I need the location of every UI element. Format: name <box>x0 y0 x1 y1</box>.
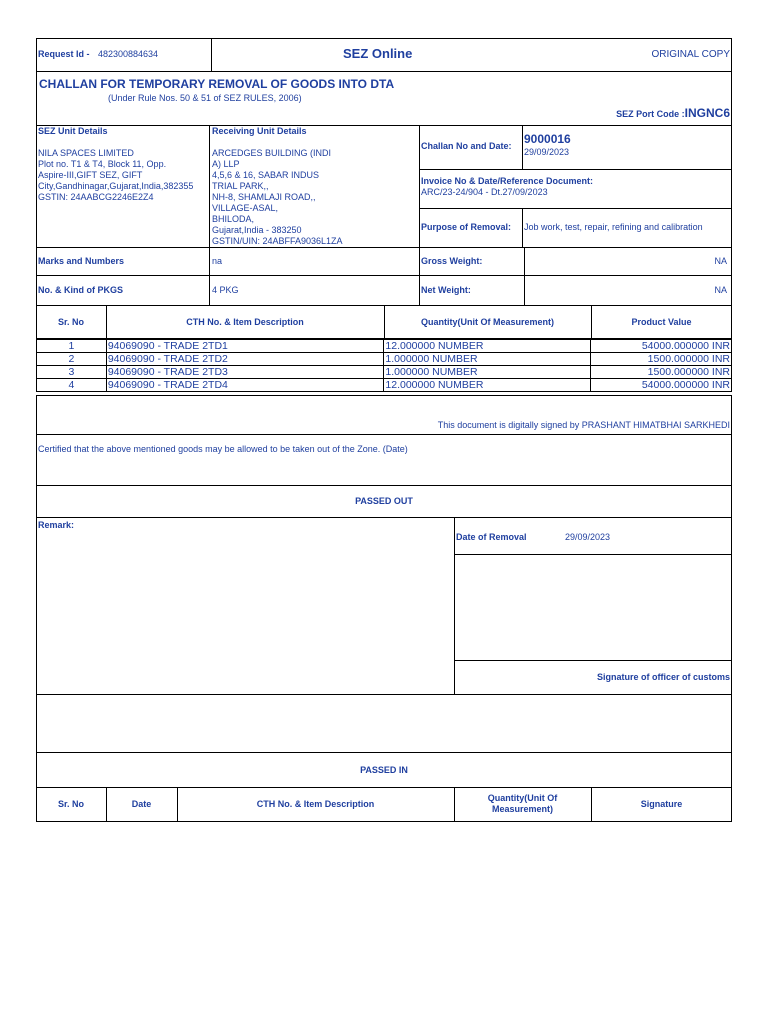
table-row <box>37 379 732 392</box>
table-row <box>37 366 732 379</box>
customs-signature-label: Signature of officer of customs <box>596 672 730 682</box>
copy-type: ORIGINAL COPY <box>651 49 730 60</box>
pkgs-label: No. & Kind of PKGS <box>38 285 123 295</box>
port-code <box>560 108 730 120</box>
sez-unit-label: SEZ Unit Details <box>38 126 108 136</box>
challan-no-label: Challan No and Date: <box>421 141 512 151</box>
challan-date: 29/09/2023 <box>524 147 570 157</box>
item-quantity: 12.000000 NUMBER <box>384 340 591 353</box>
invoice-value: ARC/23-24/904 - Dt.27/09/2023 <box>421 187 548 197</box>
blank-box <box>36 694 732 753</box>
gross-weight-value: NA <box>714 256 727 266</box>
passed-in-header-sr: Sr. No <box>57 799 84 809</box>
item-quantity: 1.000000 NUMBER <box>384 366 591 379</box>
item-quantity: 12.000000 NUMBER <box>384 379 591 392</box>
request-id: 482300884634 <box>98 49 159 59</box>
passed-in-header-signature: Signature <box>640 799 683 809</box>
item-description: 94069090 - TRADE 2TD4 <box>106 379 384 392</box>
item-sr: 2 <box>37 353 107 366</box>
pkgs-value: 4 PKG <box>212 285 239 295</box>
item-sr: 4 <box>37 379 107 392</box>
purpose-label: Purpose of Removal: <box>421 222 512 232</box>
item-value: 54000.000000 INR <box>591 379 732 392</box>
passed-out-title: PASSED OUT <box>355 496 413 506</box>
item-quantity: 1.000000 NUMBER <box>384 353 591 366</box>
marks-value: na <box>212 256 223 266</box>
certification-box <box>36 434 732 486</box>
passed-out-body <box>36 517 732 695</box>
items-header-cth: CTH No. & Item Description <box>186 317 304 327</box>
request-id-label: Request Id - <box>38 49 90 59</box>
system-title: SEZ Online <box>343 46 413 61</box>
certification-text: Certified that the above mentioned goods may be allowed to be taken out of the Zone. (Date) <box>38 444 408 454</box>
sez-unit-details: NILA SPACES LIMITED Plot no. T1 & T4, Block 11, Opp. Aspire-III,GIFT SEZ, GIFT City,Gandhinagar,Gujarat,India,382355 GSTIN: 24AABCG2246E2Z4 <box>38 148 194 202</box>
passed-in-header-qty: Quantity(Unit Of Measurement) <box>487 793 558 814</box>
net-weight-value: NA <box>714 285 727 295</box>
item-description: 94069090 - TRADE 2TD2 <box>106 353 384 366</box>
passed-in-title: PASSED IN <box>360 765 408 775</box>
invoice-label: Invoice No & Date/Reference Document: <box>421 176 594 186</box>
challan-subtitle: (Under Rule Nos. 50 & 51 of SEZ RULES, 2006) <box>108 93 302 103</box>
remark-label: Remark: <box>38 520 75 530</box>
item-sr: 1 <box>37 340 107 353</box>
digital-signature-note: This document is digitally signed by PRASHANT HIMATBHAI SARKHEDI <box>437 420 730 430</box>
items-header-qty: Quantity(Unit Of Measurement) <box>420 317 554 327</box>
date-of-removal: 29/09/2023 <box>565 532 611 542</box>
passed-in-header-cth: CTH No. & Item Description <box>256 799 375 809</box>
items-header-value: Product Value <box>631 317 692 327</box>
item-description: 94069090 - TRADE 2TD1 <box>106 340 384 353</box>
item-description: 94069090 - TRADE 2TD3 <box>106 366 384 379</box>
marks-label: Marks and Numbers <box>38 256 125 266</box>
item-value: 54000.000000 INR <box>591 340 732 353</box>
challan-title: CHALLAN FOR TEMPORARY REMOVAL OF GOODS INTO DTA <box>39 77 395 91</box>
purpose-value: Job work, test, repair, refining and calibration <box>524 222 703 232</box>
net-weight-label: Net Weight: <box>421 285 471 295</box>
port-code-label: SEZ Port Code : <box>616 109 685 119</box>
table-row <box>37 353 732 366</box>
gross-weight-label: Gross Weight: <box>421 256 483 266</box>
passed-in-header-date: Date <box>131 799 152 809</box>
item-sr: 3 <box>37 366 107 379</box>
item-value: 1500.000000 INR <box>591 353 732 366</box>
receiving-unit-label: Receiving Unit Details <box>212 126 307 136</box>
receiving-unit-details: ARCEDGES BUILDING (INDI A) LLP 4,5,6 & 16, SABAR INDUS TRIAL PARK,, NH-8, SHAMLAJI ROAD,, VILLAGE-ASAL, BHILODA, Gujarat,India - 383250 GSTIN/UIN: 24ABFFA9036L1ZA <box>212 148 343 246</box>
items-table <box>36 339 732 392</box>
items-header-sr: Sr. No <box>57 317 84 327</box>
date-of-removal-label: Date of Removal <box>456 532 527 542</box>
challan-no: 9000016 <box>524 132 571 146</box>
table-row <box>37 340 732 353</box>
port-code-value: INGNC6 <box>684 106 730 120</box>
item-value: 1500.000000 INR <box>591 366 732 379</box>
